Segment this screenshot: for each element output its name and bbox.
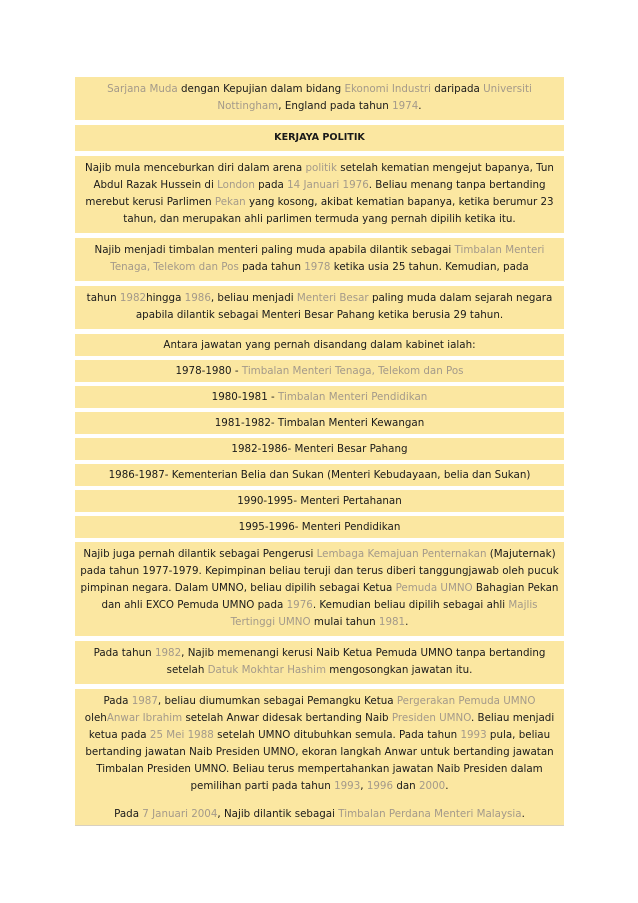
document-page	[75, 77, 564, 826]
link[interactable]: Pergerakan Pemuda UMNO	[396, 695, 536, 707]
link[interactable]: 14 Januari 1976	[287, 179, 369, 191]
link[interactable]: Pekan	[214, 196, 246, 208]
text: 1980-1981 -	[211, 391, 279, 403]
text: Bahagian Pekan dan ahli EXCO Pemuda UMNO pada	[101, 582, 559, 611]
text: , Najib memenangi kerusi Naib Ketua Pemuda UMNO tanpa bertanding setelah	[166, 647, 546, 676]
text: setelah Anwar didesak bertanding Naib	[182, 712, 392, 724]
text: 1982-1986- Menteri Besar Pahang	[231, 443, 408, 455]
text: , England pada tahun	[278, 100, 393, 112]
paragraph-r4	[75, 438, 564, 460]
paragraph-r6	[75, 490, 564, 512]
text: Pada	[114, 808, 143, 820]
text: pada tahun	[238, 261, 305, 273]
text: , Najib dilantik sebagai	[217, 808, 339, 820]
link[interactable]: 1976	[286, 599, 313, 611]
text: , beliau diumumkan sebagai Pemangku Ketua	[157, 695, 397, 707]
paragraph-antara	[75, 334, 564, 356]
text: paling muda dalam sejarah negara apabila dilantik sebagai Menteri Besar Pahang ketika berusia 29 tahun.	[135, 292, 553, 321]
link[interactable]: 2000	[418, 780, 446, 792]
paragraph-majuternak	[75, 542, 564, 636]
paragraph-edu	[75, 77, 564, 120]
link[interactable]: Timbalan Perdana Menteri Malaysia	[338, 808, 522, 820]
section-heading: KERJAYA POLITIK	[274, 132, 365, 143]
text: .	[405, 616, 409, 628]
text: .	[418, 100, 422, 112]
link[interactable]: Presiden UMNO	[391, 712, 471, 724]
paragraph-r1	[75, 360, 564, 382]
link[interactable]: Universiti Nottingham	[217, 83, 532, 112]
text: . Kemudian beliau dipilih sebagai ahli	[312, 599, 509, 611]
paragraph-r2	[75, 386, 564, 408]
link[interactable]: Datuk Mokhtar Hashim	[207, 664, 327, 676]
text: oleh	[84, 712, 107, 724]
paragraph-tpm	[75, 800, 564, 826]
text: ketika usia 25 tahun. Kemudian, pada	[330, 261, 529, 273]
text: mengosongkan jawatan itu.	[326, 664, 473, 676]
link[interactable]: Majlis Tertinggi UMNO	[230, 599, 538, 628]
text: tahun	[86, 292, 120, 304]
text: dengan Kepujian dalam bidang	[177, 83, 345, 95]
link[interactable]: Sarjana Muda	[107, 83, 178, 95]
link[interactable]: 25 Mei 1988	[149, 729, 214, 741]
text: dan	[393, 780, 419, 792]
text: . Beliau menjadi ketua pada	[88, 712, 555, 741]
link[interactable]: Pemuda UMNO	[395, 582, 473, 594]
text: (Majuternak) pada tahun 1977-1979. Kepimpinan beliau teruji dan terus diberi tanggungjawab oleh pucuk pimpinan negara. Dalam UMNO, beliau dipilih sebagai Ketua	[80, 548, 559, 594]
paragraph-mb	[75, 286, 564, 329]
link[interactable]: Menteri Besar	[296, 292, 369, 304]
text: 1995-1996- Menteri Pendidikan	[238, 521, 401, 533]
link[interactable]: 1996	[366, 780, 394, 792]
text: , beliau menjadi	[210, 292, 297, 304]
link[interactable]: 1982	[119, 292, 147, 304]
link[interactable]: London	[217, 179, 255, 191]
text: . Beliau menang tanpa bertanding merebut kerusi Parlimen	[85, 179, 546, 208]
link[interactable]: Ekonomi Industri	[344, 83, 431, 95]
link[interactable]: 1978	[304, 261, 331, 273]
paragraph-timbalan	[75, 238, 564, 281]
text: pada	[254, 179, 288, 191]
text: Najib mula menceburkan diri dalam arena	[85, 162, 306, 174]
link[interactable]: Timbalan Menteri Pendidikan	[278, 391, 428, 403]
text: 1986-1987- Kementerian Belia dan Sukan (Menteri Kebudayaan, belia dan Sukan)	[108, 469, 531, 481]
text: mulai tahun	[310, 616, 379, 628]
link[interactable]: politik	[305, 162, 337, 174]
link[interactable]: 1993	[460, 729, 487, 741]
text: daripada	[430, 83, 484, 95]
text: .	[521, 808, 525, 820]
paragraph-r3	[75, 412, 564, 434]
link[interactable]: Timbalan Menteri Tenaga, Telekom dan Pos	[241, 365, 464, 377]
text: Pada tahun	[93, 647, 155, 659]
text: Antara jawatan yang pernah disandang dalam kabinet ialah:	[163, 339, 476, 351]
link[interactable]: 7 Januari 2004	[142, 808, 218, 820]
text: pula, beliau bertanding jawatan Naib Presiden UMNO, ekoran langkah Anwar untuk bertanding jawatan Timbalan Presiden UMNO. Beliau terus mempertahankan jawatan Naib Presiden dalam pemilihan parti pada tahun	[85, 729, 554, 792]
text: 1981-1982- Timbalan Menteri Kewangan	[214, 417, 425, 429]
paragraph-pemangku	[75, 689, 564, 800]
text: hingga	[146, 292, 185, 304]
paragraph-r5	[75, 464, 564, 486]
text: yang kosong, akibat kematian bapanya, ketika berumur 23 tahun, dan merupakan ahli parlimen termuda yang pernah dipilih ketika itu.	[123, 196, 554, 225]
text: Najib menjadi timbalan menteri paling muda apabila dilantik sebagai	[94, 244, 455, 256]
paragraph-naib	[75, 641, 564, 684]
text: Pada	[103, 695, 132, 707]
text: 1978-1980 -	[175, 365, 242, 377]
text: .	[445, 780, 449, 792]
link[interactable]: 1981	[378, 616, 406, 628]
link[interactable]: 1993	[334, 780, 361, 792]
paragraph-heading	[75, 125, 564, 151]
paragraph-r7	[75, 516, 564, 538]
link[interactable]: 1987	[131, 695, 158, 707]
paragraph-intro	[75, 156, 564, 233]
text: Najib juga pernah dilantik sebagai Pengerusi	[83, 548, 317, 560]
link[interactable]: Lembaga Kemajuan Penternakan	[316, 548, 487, 560]
link[interactable]: Timbalan Menteri Tenaga, Telekom dan Pos	[110, 244, 545, 273]
link[interactable]: Anwar Ibrahim	[106, 712, 183, 724]
text: setelah kematian mengejut bapanya, Tun Abdul Razak Hussein di	[93, 162, 554, 191]
text: setelah UMNO ditubuhkan semula. Pada tahun	[213, 729, 461, 741]
text: 1990-1995- Menteri Pertahanan	[237, 495, 402, 507]
link[interactable]: 1986	[184, 292, 211, 304]
link[interactable]: 1974	[392, 100, 419, 112]
text: ,	[360, 780, 367, 792]
link[interactable]: 1982	[154, 647, 182, 659]
